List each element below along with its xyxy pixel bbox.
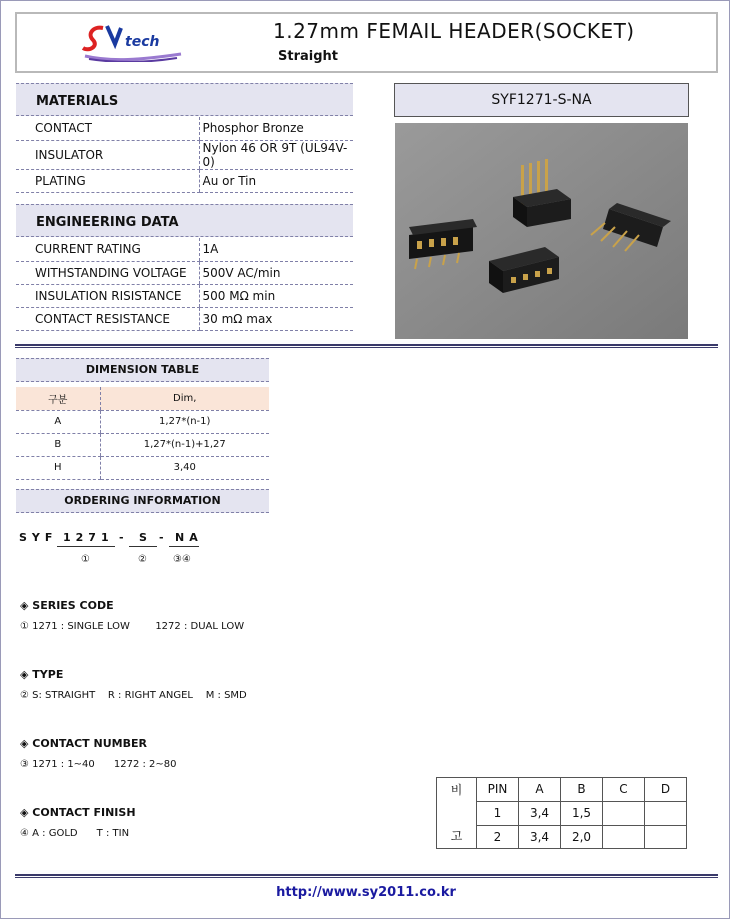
table-row (16, 410, 269, 433)
materials-table (16, 117, 353, 193)
row-label: WITHSTANDING VOLTAGE (16, 261, 199, 284)
row-value: Nylon 46 OR 9T (UL94V-0) (199, 140, 353, 169)
col-header: C (603, 778, 645, 802)
row-value: 30 mΩ max (199, 307, 353, 330)
code-series: 1271 (63, 531, 114, 544)
contact-finish-line: ④ A : GOLD T : TIN (20, 828, 130, 839)
cell: 1,27*(n-1)+1,27 (100, 433, 269, 456)
cell (645, 801, 687, 825)
row-label: INSULATION RISISTANCE (16, 284, 199, 307)
table-row (437, 778, 687, 802)
type-title: ◈ TYPE (20, 668, 64, 681)
cell: H (16, 456, 100, 479)
product-photo (395, 123, 688, 339)
row-value: 1A (199, 238, 353, 261)
cell: 2 (477, 825, 519, 849)
remark-label-bottom: 고 (450, 828, 463, 843)
row-label: CONTACT RESISTANCE (16, 307, 199, 330)
table-row (16, 169, 353, 192)
series-code-line: ① 1271 : SINGLE LOW 1272 : DUAL LOW (20, 621, 245, 632)
table-row (16, 238, 353, 261)
cell: 3,40 (100, 456, 269, 479)
table-row (16, 117, 353, 140)
type-line: ② S: STRAIGHT R : RIGHT ANGEL M : SMD (20, 690, 247, 701)
ordering-heading: ORDERING INFORMATION (16, 489, 269, 513)
row-value: 500 MΩ min (199, 284, 353, 307)
table-row (16, 284, 353, 307)
code-number: ① (81, 554, 90, 565)
divider (15, 874, 718, 878)
page-title: 1.27mm FEMAIL HEADER(SOCKET) (273, 19, 635, 43)
col-header: A (519, 778, 561, 802)
table-row (16, 433, 269, 456)
col-header: PIN (477, 778, 519, 802)
code-number: ③④ (173, 554, 191, 565)
table-row (16, 261, 353, 284)
contact-number-title: ◈ CONTACT NUMBER (20, 737, 147, 750)
materials-heading: MATERIALS (16, 83, 353, 116)
cell: 3,4 (519, 801, 561, 825)
engineering-table (16, 238, 353, 331)
dimension-table (16, 387, 269, 480)
table-row (16, 140, 353, 169)
cell: A (16, 410, 100, 433)
row-label: CONTACT (16, 117, 199, 140)
series-code-title: ◈ SERIES CODE (20, 599, 114, 612)
code-type: S (139, 531, 152, 544)
cell: 1,27*(n-1) (100, 410, 269, 433)
col-header: 구분 (16, 387, 100, 410)
cell: 1,5 (561, 801, 603, 825)
cell (645, 825, 687, 849)
row-value: 500V AC/min (199, 261, 353, 284)
divider (15, 344, 718, 348)
code-underline (57, 546, 115, 547)
code-underline (169, 546, 199, 547)
remark-table (436, 777, 687, 849)
table-row (16, 456, 269, 479)
code-finish: NA (175, 531, 203, 544)
row-label: CURRENT RATING (16, 238, 199, 261)
website-link[interactable]: http://www.sy2011.co.kr (276, 885, 456, 900)
col-header: D (645, 778, 687, 802)
code-prefix: SYF (19, 531, 58, 544)
row-value: Au or Tin (199, 169, 353, 192)
code-dash: - (159, 531, 169, 544)
col-header: Dim, (100, 387, 269, 410)
remark-label-top: 비 (450, 783, 463, 797)
cell (603, 801, 645, 825)
logo-text: tech (125, 34, 160, 50)
page-subtitle: Straight (278, 49, 338, 64)
table-header-row (16, 387, 269, 410)
cell: 3,4 (519, 825, 561, 849)
row-value: Phosphor Bronze (199, 117, 353, 140)
code-dash: - (119, 531, 129, 544)
cell: 2,0 (561, 825, 603, 849)
header-box (15, 12, 718, 73)
row-label: PLATING (16, 169, 199, 192)
remark-label (437, 778, 477, 849)
code-number: ② (138, 554, 147, 565)
dimension-table-heading: DIMENSION TABLE (16, 358, 269, 382)
cell: 1 (477, 801, 519, 825)
contact-number-line: ③ 1271 : 1~40 1272 : 2~80 (20, 759, 177, 770)
code-underline (129, 546, 157, 547)
cell: B (16, 433, 100, 456)
engineering-heading: ENGINEERING DATA (16, 204, 353, 237)
col-header: B (561, 778, 603, 802)
table-row (16, 307, 353, 330)
contact-finish-title: ◈ CONTACT FINISH (20, 806, 136, 819)
part-number-box: SYF1271-S-NA (394, 83, 689, 117)
cell (603, 825, 645, 849)
row-label: INSULATOR (16, 140, 199, 169)
